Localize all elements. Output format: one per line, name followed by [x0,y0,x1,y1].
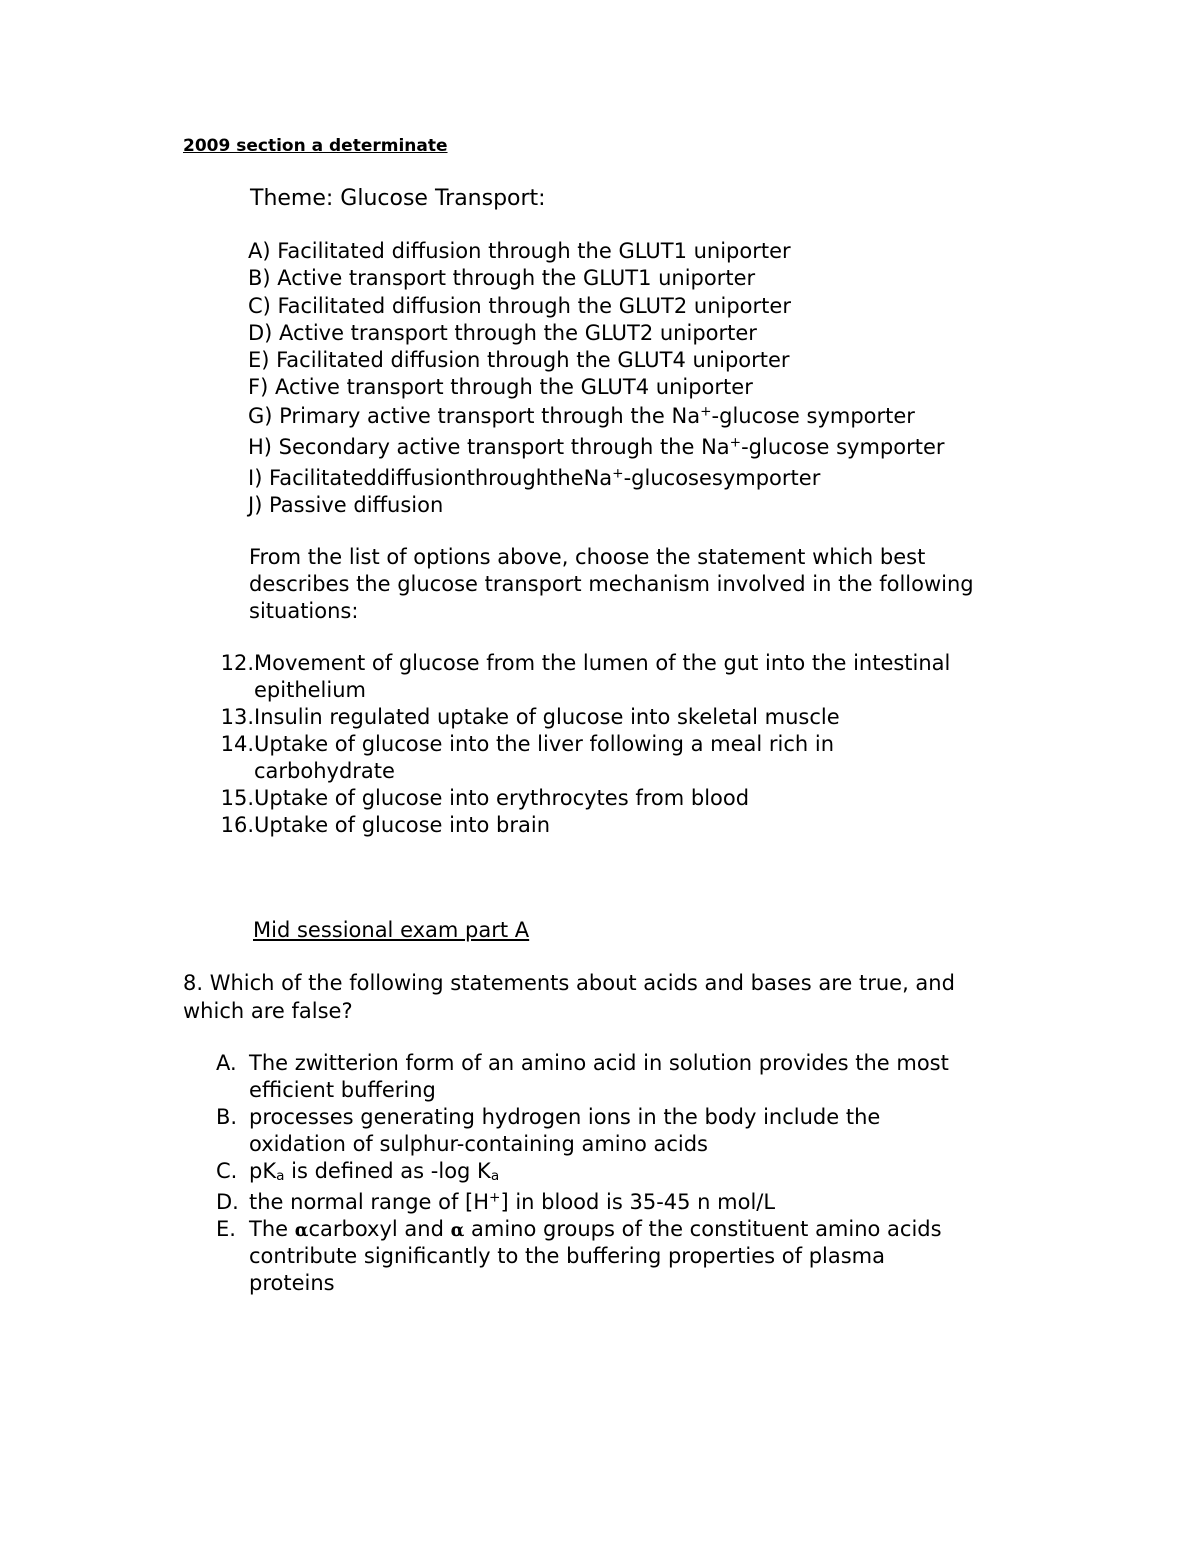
question-text: Insulin regulated uptake of glucose into skeletal muscle [254,705,840,729]
option-item [248,465,820,491]
document-heading: 2009 section a determinate [183,136,448,156]
instruction-line: describes the glucose transport mechanism involved in the following [249,572,974,596]
instruction-line: situations: [249,599,359,623]
statement-item [216,1189,775,1215]
question-number: 14. [220,732,254,756]
statement-letter: B. [216,1105,238,1129]
statement-letter: A. [216,1051,237,1075]
option-item: D) Active transport through the GLUT2 uniporter [248,321,757,345]
theme-title: Theme: Glucose Transport: [250,186,546,211]
alpha-symbol: α [294,1220,309,1241]
statement-text: carboxyl and [308,1217,451,1241]
question-text: Uptake of glucose into brain [254,813,551,837]
question-number: 15. [220,786,254,810]
superscript: + [729,434,742,451]
option-item: F) Active transport through the GLUT4 uniporter [248,375,753,399]
statement-text: pK [249,1159,277,1183]
option-text: -glucosesymporter [623,466,821,490]
subscript: a [490,1168,500,1185]
option-text: -glucose symporter [711,404,915,428]
alpha-symbol: α [450,1220,465,1241]
question-number: 12. [220,651,254,675]
option-item: A) Facilitated diffusion through the GLUT1 uniporter [248,239,791,263]
question-8-line: which are false? [183,999,353,1023]
statement-text: proteins [249,1271,335,1295]
superscript: + [612,465,624,482]
statement-text: the normal range of [H [249,1190,490,1214]
question-text: Movement of glucose from the lumen of the gut into the intestinal [254,651,951,675]
question-item [216,704,840,730]
option-item [248,403,915,429]
statement-text: The zwitterion form of an amino acid in solution provides the most [249,1051,949,1075]
subscript: a [276,1168,285,1185]
question-number: 16. [220,813,254,837]
option-item: C) Facilitated diffusion through the GLUT2 uniporter [248,294,791,318]
question-item [216,650,950,676]
option-text: -glucose symporter [741,435,945,459]
option-text: I) FacilitateddiffusionthroughtheNa [248,466,613,490]
statement-item [216,1216,942,1244]
option-text: H) Secondary active transport through the Na [248,435,730,459]
statement-text: ] in blood is 35-45 n mol/L [500,1190,776,1214]
statement-text: efficient buffering [249,1078,436,1102]
question-item [216,785,749,811]
statement-letter: C. [216,1159,238,1183]
option-item: J) Passive diffusion [248,493,444,517]
question-text: Uptake of glucose into the liver following a meal rich in [254,732,835,756]
instruction-line: From the list of options above, choose the statement which best [249,545,926,569]
superscript: + [700,403,712,420]
question-item [216,731,834,757]
section-subheading: Mid sessional exam part A [253,918,530,942]
question-8-line: 8. Which of the following statements about acids and bases are true, and [183,971,955,995]
statement-letter: D. [216,1190,239,1214]
option-item: B) Active transport through the GLUT1 uniporter [248,266,756,290]
question-text: epithelium [254,678,366,702]
statement-letter: E. [216,1217,236,1241]
option-item [248,434,945,460]
statement-item [216,1104,880,1130]
statement-item [216,1158,499,1184]
question-item [216,812,550,838]
statement-text: amino groups of the constituent amino acids [464,1217,942,1241]
question-text: carbohydrate [254,759,395,783]
statement-text: processes generating hydrogen ions in the body include the [249,1105,881,1129]
statement-text: The [249,1217,295,1241]
superscript: + [489,1189,501,1206]
option-item: E) Facilitated diffusion through the GLUT4 uniporter [248,348,790,372]
option-text: G) Primary active transport through the Na [248,404,701,428]
statement-text: contribute significantly to the buffering properties of plasma [249,1244,886,1268]
question-text: Uptake of glucose into erythrocytes from blood [254,786,750,810]
statement-text: is defined as -log K [284,1159,491,1183]
statement-text: oxidation of sulphur-containing amino acids [249,1132,708,1156]
statement-item [216,1050,949,1076]
question-number: 13. [220,705,254,729]
